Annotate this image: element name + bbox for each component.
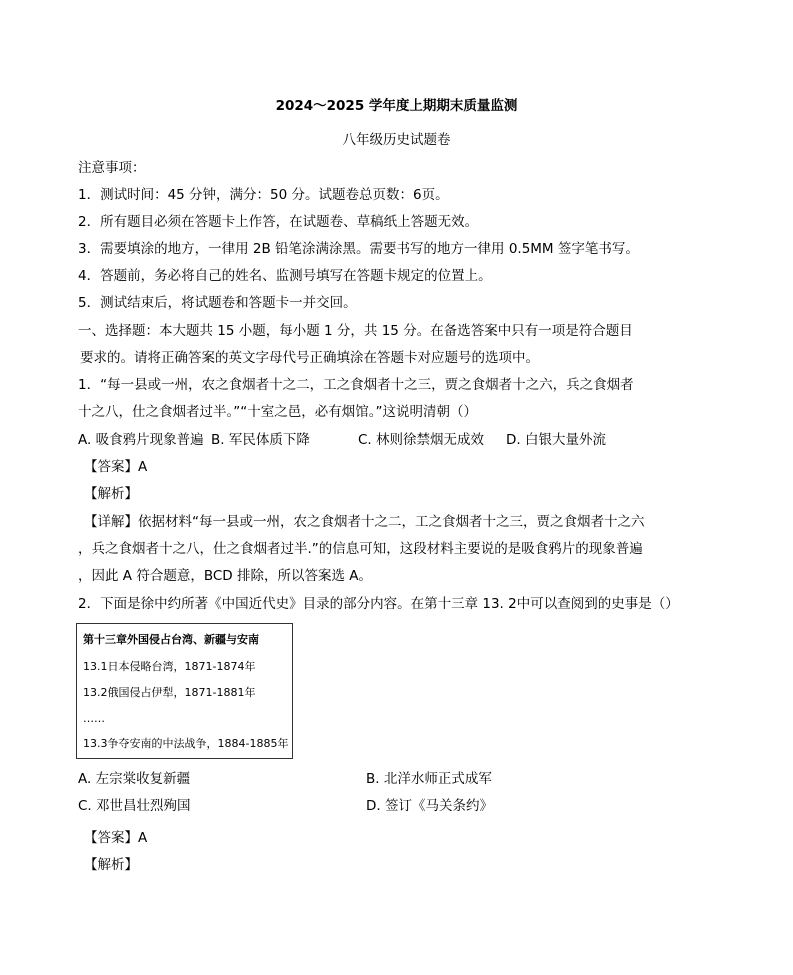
question-1-stem-line-2: 十之八，仕之食烟者过半。”“十室之邑，必有烟馆。”这说明清朝（）	[78, 404, 477, 420]
notice-heading: 注意事项：	[78, 160, 146, 176]
question-1-option-a: A. 吸食鸦片现象普遍	[78, 432, 204, 448]
question-1-option-d: D. 白银大量外流	[506, 432, 606, 448]
question-1-option-b: B. 军民体质下降	[211, 432, 310, 448]
question-1-option-c: C. 林则徐禁烟无成效	[358, 432, 485, 448]
figure-ellipsis: ……	[83, 712, 105, 725]
question-2-option-b: B. 北洋水师正式成军	[366, 771, 492, 787]
figure-item-13-1: 13.1日本侵略台湾，1871-1874年	[83, 660, 256, 673]
exam-subtitle: 八年级历史试题卷	[342, 132, 451, 148]
section-instructions-line-1: 一、选择题：本大题共 15 小题，每小题 1 分，共 15 分。在备选答案中只有一项是符合题目	[78, 323, 633, 339]
question-2-answer: 【答案】A	[84, 830, 148, 846]
question-2-option-a: A. 左宗棠收复新疆	[78, 771, 191, 787]
notice-item-4: 4．答题前，务必将自己的姓名、监测号填写在答题卡规定的位置上。	[78, 268, 492, 284]
question-1-analysis-label: 【解析】	[84, 486, 138, 502]
notice-item-2: 2．所有题目必须在答题卡上作答，在试题卷、草稿纸上答题无效。	[78, 214, 479, 230]
figure-item-13-2: 13.2俄国侵占伊犁，1871-1881年	[83, 686, 256, 699]
notice-item-1: 1．测试时间：45 分钟，满分：50 分。试题卷总页数：6页。	[78, 187, 449, 203]
question-1-stem-line-1: 1．“每一县或一州，农之食烟者十之二，工之食烟者十之三，贾之食烟者十之六，兵之食烟者	[78, 377, 634, 393]
question-1-detail-line-3: ，因此 A 符合题意，BCD 排除，所以答案选 A。	[78, 568, 372, 584]
table-of-contents-figure	[76, 623, 293, 759]
figure-item-13-3: 13.3争夺安南的中法战争，1884-1885年	[83, 737, 289, 750]
question-2-analysis-label: 【解析】	[84, 857, 138, 873]
section-instructions-line-2: 要求的。请将正确答案的英文字母代号正确填涂在答题卡对应题号的选项中。	[80, 350, 539, 366]
question-2-stem: 2．下面是徐中约所著《中国近代史》目录的部分内容。在第十三章 13. 2中可以查阅到的史事是（）	[78, 596, 679, 612]
question-2-option-c: C. 邓世昌壮烈殉国	[78, 798, 191, 814]
question-2-option-d: D. 签订《马关条约》	[366, 798, 493, 814]
exam-title: 2024～2025 学年度上期期末质量监测	[275, 98, 518, 114]
notice-item-5: 5．测试结束后，将试题卷和答题卡一并交回。	[78, 295, 357, 311]
question-1-answer: 【答案】A	[84, 459, 148, 475]
question-1-detail-line-1: 【详解】依据材料“每一县或一州，农之食烟者十之二，工之食烟者十之三，贾之食烟者十之六	[84, 514, 645, 530]
figure-chapter-title: 第十三章外国侵占台湾、新疆与安南	[83, 633, 259, 646]
question-1-detail-line-2: ，兵之食烟者十之八，仕之食烟者过半.”的信息可知，这段材料主要说的是吸食鸦片的现象普遍	[78, 541, 643, 557]
notice-item-3: 3．需要填涂的地方，一律用 2B 铅笔涂满涂黑。需要书写的地方一律用 0.5MM 签字笔书写。	[78, 241, 639, 257]
